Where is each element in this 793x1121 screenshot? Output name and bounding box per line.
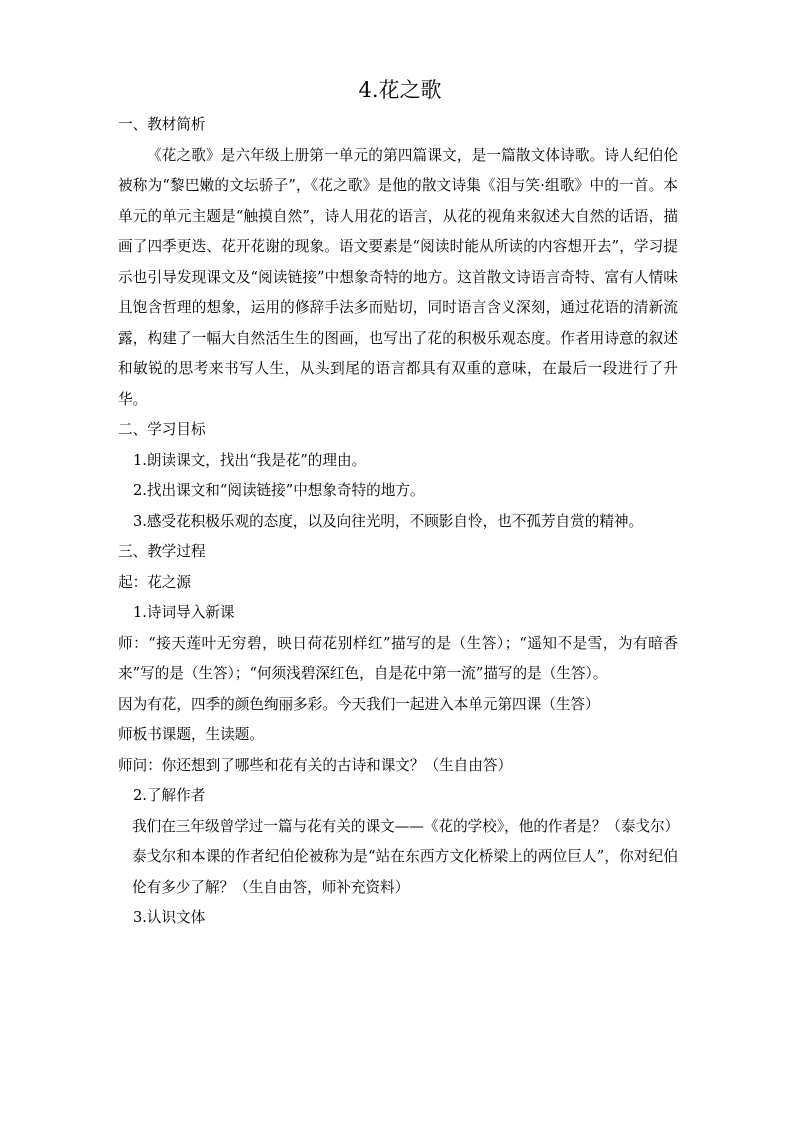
phase-label: 起：花之源	[118, 573, 191, 591]
analysis-paragraph: 《花之歌》是六年级上册第一单元的第四篇课文，是一篇散文体诗歌。诗人纪伯伦被称为“黎巴嫩的文坛骄子”，《花之歌》是他的散文诗集《泪与笑·组歌》中的一首。本单元的单元主题是“触摸自然”，诗人用花的语言，从花的视角来叙述大自然的话语，描画了四季更迭、花开花谢的现象。语文要素是“阅读时能从所读的内容想开去”，学习提示也引导发现课文及“阅读链接”中想象奇特的地方。这首散文诗语言奇特、富有人情味且饱含哲理的想象，运用的修辞手法多而贴切，同时语言含义深刻，通过花语的清新流露，构建了一幅大自然活生生的图画，也写出了花的积极乐观态度。作者用诗意的叙述和敏锐的思考来书写人生，从头到尾的语言都具有双重的意味，在最后一段进行了升华。	[118, 146, 678, 408]
goal-item-2: 2.找出课文和“阅读链接”中想象奇特的地方。	[133, 482, 425, 499]
goal-item-3: 3.感受花积极乐观的态度，以及向往光明，不顾影自怜，也不孤芳自赏的精神。	[133, 512, 644, 530]
tagore-paragraph: 我们在三年级曾学过一篇与花有关的课文——《花的学校》，他的作者是？（泰戈尔）	[132, 817, 680, 835]
page-title: 4.花之歌	[358, 78, 442, 102]
teacher-ask-line: 师问：你还想到了哪些和花有关的古诗和课文？（生自由答）	[118, 756, 513, 774]
document-body	[118, 70, 678, 934]
four-seasons-line: 因为有花，四季的颜色绚丽多彩。今天我们一起进入本单元第四课（生答）	[118, 695, 600, 713]
teacher-poetry-question: 师：“接天莲叶无穷碧，映日荷花别样红”描写的是（生答）；“遥知不是雪，为有暗香来”写的是（生答）；“何须浅碧深红色，自是花中第一流”描写的是（生答）。	[118, 634, 678, 682]
section-heading-analysis: 一、教材简析	[118, 116, 206, 133]
goal-item-1: 1.朗读课文，找出“我是花”的理由。	[133, 451, 367, 469]
section-heading-process: 三、教学过程	[118, 543, 206, 560]
section-heading-goals: 二、学习目标	[118, 421, 206, 438]
two-giants-paragraph: 泰戈尔和本课的作者纪伯伦被称为是“站在东西方文化桥梁上的两位巨人”，你对纪伯伦有多少了解？（生自由答，师补充资料）	[132, 848, 678, 896]
step-2-heading: 2.了解作者	[133, 787, 206, 804]
step-3-heading: 3.认识文体	[133, 909, 206, 926]
board-title-line: 师板书课题，生读题。	[118, 726, 264, 743]
step-1-heading: 1.诗词导入新课	[133, 604, 235, 621]
